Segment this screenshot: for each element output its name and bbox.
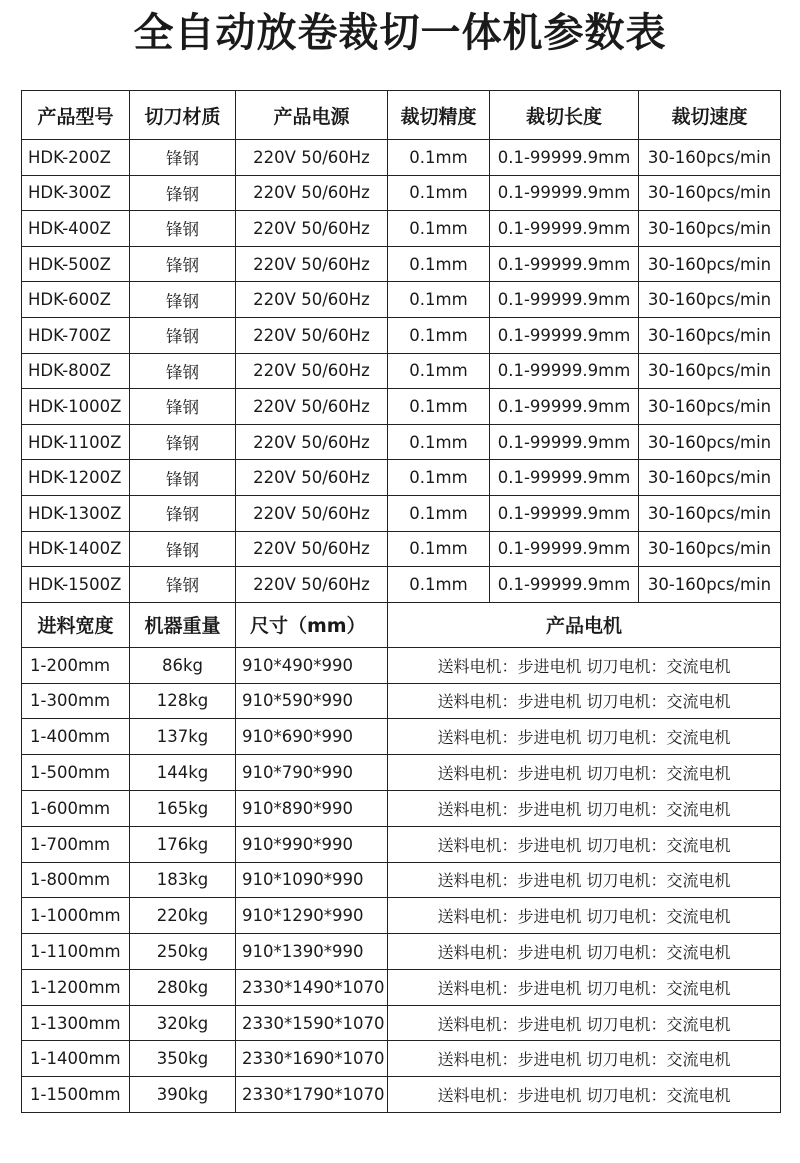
cell-width: 1-600mm xyxy=(22,790,130,826)
spec-table xyxy=(21,90,781,1113)
table-row xyxy=(22,460,781,496)
page-title: 全自动放卷裁切一体机参数表 xyxy=(133,10,667,56)
cell-speed: 30-160pcs/min xyxy=(639,140,781,176)
header-machine-weight: 机器重量 xyxy=(130,602,236,647)
header-blade-material: 切刀材质 xyxy=(130,91,236,140)
cell-dim: 2330*1790*1070 xyxy=(236,1077,388,1113)
cell-power: 220V 50/60Hz xyxy=(236,140,388,176)
cell-motor: 送料电机：步进电机 切刀电机：交流电机 xyxy=(388,862,781,898)
table-row xyxy=(22,353,781,389)
cell-dim: 910*590*990 xyxy=(236,683,388,719)
cell-weight: 390kg xyxy=(130,1077,236,1113)
cell-motor: 送料电机：步进电机 切刀电机：交流电机 xyxy=(388,790,781,826)
cell-length: 0.1-99999.9mm xyxy=(490,353,639,389)
size-rows xyxy=(22,647,781,1112)
cell-length: 0.1-99999.9mm xyxy=(490,531,639,567)
cell-speed: 30-160pcs/min xyxy=(639,424,781,460)
cell-dim: 2330*1590*1070 xyxy=(236,1005,388,1041)
header-power: 产品电源 xyxy=(236,91,388,140)
cell-motor: 送料电机：步进电机 切刀电机：交流电机 xyxy=(388,647,781,683)
table-row xyxy=(22,140,781,176)
cell-precision: 0.1mm xyxy=(388,531,490,567)
cell-precision: 0.1mm xyxy=(388,495,490,531)
cell-weight: 320kg xyxy=(130,1005,236,1041)
cell-width: 1-200mm xyxy=(22,647,130,683)
cell-precision: 0.1mm xyxy=(388,317,490,353)
cell-speed: 30-160pcs/min xyxy=(639,175,781,211)
cell-motor: 送料电机：步进电机 切刀电机：交流电机 xyxy=(388,755,781,791)
cell-weight: 137kg xyxy=(130,719,236,755)
cell-dim: 910*1290*990 xyxy=(236,898,388,934)
cell-speed: 30-160pcs/min xyxy=(639,389,781,425)
table-row xyxy=(22,969,781,1005)
cell-model: HDK-1300Z xyxy=(22,495,130,531)
cell-length: 0.1-99999.9mm xyxy=(490,246,639,282)
table-row xyxy=(22,531,781,567)
cell-weight: 176kg xyxy=(130,826,236,862)
header-precision: 裁切精度 xyxy=(388,91,490,140)
table-row xyxy=(22,175,781,211)
table-row xyxy=(22,317,781,353)
cell-blade: 锋钢 xyxy=(130,424,236,460)
model-rows xyxy=(22,140,781,603)
cell-power: 220V 50/60Hz xyxy=(236,175,388,211)
table-row xyxy=(22,934,781,970)
cell-dim: 910*990*990 xyxy=(236,826,388,862)
cell-dim: 910*790*990 xyxy=(236,755,388,791)
cell-model: HDK-600Z xyxy=(22,282,130,318)
cell-length: 0.1-99999.9mm xyxy=(490,211,639,247)
cell-weight: 128kg xyxy=(130,683,236,719)
cell-power: 220V 50/60Hz xyxy=(236,531,388,567)
header-model: 产品型号 xyxy=(22,91,130,140)
cell-weight: 220kg xyxy=(130,898,236,934)
cell-motor: 送料电机：步进电机 切刀电机：交流电机 xyxy=(388,898,781,934)
header-cut-speed: 裁切速度 xyxy=(639,91,781,140)
header-motor: 产品电机 xyxy=(388,602,781,647)
cell-motor: 送料电机：步进电机 切刀电机：交流电机 xyxy=(388,719,781,755)
cell-width: 1-700mm xyxy=(22,826,130,862)
cell-blade: 锋钢 xyxy=(130,211,236,247)
cell-blade: 锋钢 xyxy=(130,282,236,318)
header-cut-length: 裁切长度 xyxy=(490,91,639,140)
table-row xyxy=(22,898,781,934)
cell-precision: 0.1mm xyxy=(388,460,490,496)
cell-dim: 2330*1490*1070 xyxy=(236,969,388,1005)
cell-power: 220V 50/60Hz xyxy=(236,567,388,603)
cell-width: 1-1000mm xyxy=(22,898,130,934)
table-row xyxy=(22,1005,781,1041)
cell-dim: 910*490*990 xyxy=(236,647,388,683)
cell-width: 1-800mm xyxy=(22,862,130,898)
table-row xyxy=(22,647,781,683)
table-row xyxy=(22,755,781,791)
table-row xyxy=(22,862,781,898)
cell-motor: 送料电机：步进电机 切刀电机：交流电机 xyxy=(388,1005,781,1041)
cell-weight: 183kg xyxy=(130,862,236,898)
cell-power: 220V 50/60Hz xyxy=(236,424,388,460)
cell-model: HDK-500Z xyxy=(22,246,130,282)
cell-width: 1-1500mm xyxy=(22,1077,130,1113)
cell-model: HDK-1100Z xyxy=(22,424,130,460)
cell-model: HDK-200Z xyxy=(22,140,130,176)
cell-length: 0.1-99999.9mm xyxy=(490,317,639,353)
cell-weight: 165kg xyxy=(130,790,236,826)
cell-model: HDK-1400Z xyxy=(22,531,130,567)
cell-model: HDK-300Z xyxy=(22,175,130,211)
cell-width: 1-1100mm xyxy=(22,934,130,970)
cell-power: 220V 50/60Hz xyxy=(236,353,388,389)
table-row xyxy=(22,389,781,425)
cell-model: HDK-1000Z xyxy=(22,389,130,425)
cell-blade: 锋钢 xyxy=(130,531,236,567)
cell-width: 1-1400mm xyxy=(22,1041,130,1077)
table-row xyxy=(22,567,781,603)
cell-motor: 送料电机：步进电机 切刀电机：交流电机 xyxy=(388,934,781,970)
cell-precision: 0.1mm xyxy=(388,282,490,318)
cell-precision: 0.1mm xyxy=(388,567,490,603)
cell-motor: 送料电机：步进电机 切刀电机：交流电机 xyxy=(388,1077,781,1113)
table-row xyxy=(22,790,781,826)
cell-length: 0.1-99999.9mm xyxy=(490,389,639,425)
cell-blade: 锋钢 xyxy=(130,460,236,496)
cell-width: 1-1300mm xyxy=(22,1005,130,1041)
spec-table-header xyxy=(22,91,781,140)
second-section-header xyxy=(22,602,781,647)
cell-length: 0.1-99999.9mm xyxy=(490,495,639,531)
cell-speed: 30-160pcs/min xyxy=(639,246,781,282)
cell-length: 0.1-99999.9mm xyxy=(490,282,639,318)
cell-model: HDK-800Z xyxy=(22,353,130,389)
cell-speed: 30-160pcs/min xyxy=(639,531,781,567)
cell-speed: 30-160pcs/min xyxy=(639,460,781,496)
cell-precision: 0.1mm xyxy=(388,175,490,211)
cell-blade: 锋钢 xyxy=(130,389,236,425)
table-row xyxy=(22,1077,781,1113)
cell-blade: 锋钢 xyxy=(130,353,236,389)
cell-length: 0.1-99999.9mm xyxy=(490,140,639,176)
cell-precision: 0.1mm xyxy=(388,246,490,282)
cell-motor: 送料电机：步进电机 切刀电机：交流电机 xyxy=(388,683,781,719)
cell-blade: 锋钢 xyxy=(130,140,236,176)
cell-power: 220V 50/60Hz xyxy=(236,495,388,531)
cell-precision: 0.1mm xyxy=(388,424,490,460)
cell-length: 0.1-99999.9mm xyxy=(490,460,639,496)
header-row xyxy=(22,91,781,140)
header-row-2 xyxy=(22,602,781,647)
cell-model: HDK-400Z xyxy=(22,211,130,247)
cell-width: 1-500mm xyxy=(22,755,130,791)
cell-model: HDK-1200Z xyxy=(22,460,130,496)
cell-width: 1-1200mm xyxy=(22,969,130,1005)
table-row xyxy=(22,826,781,862)
cell-dim: 910*890*990 xyxy=(236,790,388,826)
cell-blade: 锋钢 xyxy=(130,495,236,531)
cell-dim: 910*1090*990 xyxy=(236,862,388,898)
cell-motor: 送料电机：步进电机 切刀电机：交流电机 xyxy=(388,826,781,862)
cell-speed: 30-160pcs/min xyxy=(639,353,781,389)
cell-precision: 0.1mm xyxy=(388,389,490,425)
cell-speed: 30-160pcs/min xyxy=(639,282,781,318)
cell-model: HDK-1500Z xyxy=(22,567,130,603)
cell-speed: 30-160pcs/min xyxy=(639,567,781,603)
table-row xyxy=(22,683,781,719)
table-row xyxy=(22,282,781,318)
cell-power: 220V 50/60Hz xyxy=(236,389,388,425)
cell-dim: 910*690*990 xyxy=(236,719,388,755)
header-dimensions: 尺寸（mm） xyxy=(236,602,388,647)
cell-power: 220V 50/60Hz xyxy=(236,246,388,282)
table-row xyxy=(22,495,781,531)
cell-motor: 送料电机：步进电机 切刀电机：交流电机 xyxy=(388,969,781,1005)
cell-power: 220V 50/60Hz xyxy=(236,317,388,353)
cell-blade: 锋钢 xyxy=(130,567,236,603)
cell-motor: 送料电机：步进电机 切刀电机：交流电机 xyxy=(388,1041,781,1077)
cell-length: 0.1-99999.9mm xyxy=(490,567,639,603)
cell-weight: 350kg xyxy=(130,1041,236,1077)
cell-speed: 30-160pcs/min xyxy=(639,211,781,247)
cell-dim: 910*1390*990 xyxy=(236,934,388,970)
cell-precision: 0.1mm xyxy=(388,353,490,389)
cell-blade: 锋钢 xyxy=(130,317,236,353)
cell-precision: 0.1mm xyxy=(388,140,490,176)
table-row xyxy=(22,1041,781,1077)
cell-width: 1-400mm xyxy=(22,719,130,755)
cell-model: HDK-700Z xyxy=(22,317,130,353)
table-row xyxy=(22,424,781,460)
cell-width: 1-300mm xyxy=(22,683,130,719)
table-row xyxy=(22,246,781,282)
cell-power: 220V 50/60Hz xyxy=(236,460,388,496)
cell-weight: 250kg xyxy=(130,934,236,970)
cell-precision: 0.1mm xyxy=(388,211,490,247)
table-row xyxy=(22,211,781,247)
cell-weight: 86kg xyxy=(130,647,236,683)
cell-blade: 锋钢 xyxy=(130,246,236,282)
cell-power: 220V 50/60Hz xyxy=(236,211,388,247)
table-row xyxy=(22,719,781,755)
header-feed-width: 进料宽度 xyxy=(22,602,130,647)
cell-speed: 30-160pcs/min xyxy=(639,317,781,353)
cell-length: 0.1-99999.9mm xyxy=(490,424,639,460)
cell-length: 0.1-99999.9mm xyxy=(490,175,639,211)
cell-blade: 锋钢 xyxy=(130,175,236,211)
cell-weight: 280kg xyxy=(130,969,236,1005)
cell-weight: 144kg xyxy=(130,755,236,791)
cell-speed: 30-160pcs/min xyxy=(639,495,781,531)
cell-power: 220V 50/60Hz xyxy=(236,282,388,318)
cell-dim: 2330*1690*1070 xyxy=(236,1041,388,1077)
